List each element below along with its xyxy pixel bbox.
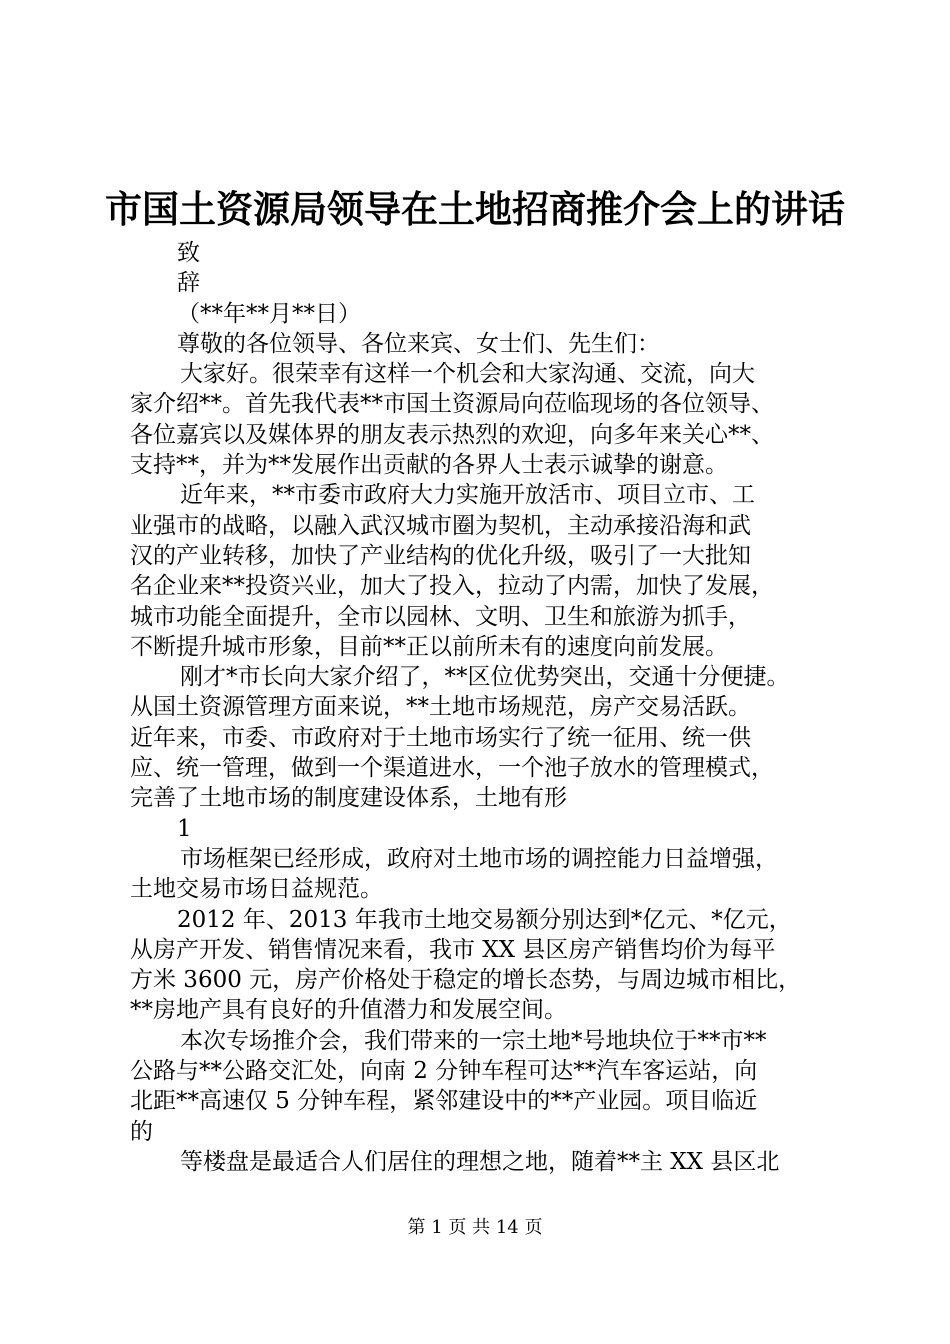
body-line: 名企业来**投资兴业，加大了投入，拉动了内需，加快了发展， — [130, 573, 774, 600]
body-line: 辞 — [177, 270, 200, 297]
body-line: 完善了土地市场的制度建设体系，土地有形 — [130, 785, 567, 812]
body-line: 支持**，并为**发展作出贡献的各界人士表示诚挚的谢意。 — [130, 452, 728, 479]
body-line: 北距**高速仅 5 分钟车程，紧邻建设中的**产业园。项目临近 — [130, 1088, 758, 1115]
body-line: 市场框架已经形成，政府对土地市场的调控能力日益增强， — [180, 845, 778, 872]
body-line: 家介绍**。首先我代表**市国土资源局向莅临现场的各位领导、 — [130, 391, 774, 418]
page-footer: 第 1 页 共 14 页 — [407, 1217, 543, 1238]
body-line: 等楼盘是最适合人们居住的理想之地，随着**主 XX 县区北 — [180, 1148, 780, 1175]
body-line: 大家好。很荣幸有这样一个机会和大家沟通、交流，向大 — [180, 361, 755, 388]
body-line: 刚才*市长向大家介绍了，**区位优势突出，交通十分便捷。 — [180, 664, 790, 691]
body-line: 业强市的战略，以融入武汉城市圈为契机，主动承接沿海和武 — [130, 512, 751, 539]
body-line: 2012 年、2013 年我市土地交易额分别达到*亿元、*亿元， — [177, 906, 792, 933]
body-line: 各位嘉宾以及媒体界的朋友表示热烈的欢迎，向多年来关心**、 — [130, 421, 774, 448]
body-line: 应、统一管理，做到一个渠道进水，一个池子放水的管理模式， — [130, 755, 774, 782]
document-title: 市国土资源局领导在土地招商推介会上的讲话 — [105, 188, 845, 231]
body-line: 从国土资源管理方面来说，**土地市场规范，房产交易活跃。 — [130, 694, 751, 721]
body-line: 近年来，**市委市政府大力实施开放活市、项目立市、工 — [180, 482, 755, 509]
body-line: 汉的产业转移，加快了产业结构的优化升级，吸引了一大批知 — [130, 542, 751, 569]
body-line: 从房产开发、销售情况来看，我市 XX 县区房产销售均价为每平 — [130, 936, 776, 963]
body-line: 公路与**公路交汇处，向南 2 分钟车程可达**汽车客运站，向 — [130, 1058, 758, 1085]
document-body — [130, 238, 830, 1177]
body-line: （**年**月**日） — [177, 300, 361, 327]
body-line: 本次专场推介会，我们带来的一宗土地*号地块位于**市** — [180, 1027, 767, 1054]
body-line: 致 — [177, 240, 200, 266]
body-line: 1 — [177, 815, 192, 842]
body-line: 方米 3600 元，房产价格处于稳定的增长态势，与周边城市相比， — [130, 967, 802, 994]
body-line: 不断提升城市形象，目前**正以前所未有的速度向前发展。 — [130, 633, 728, 660]
body-line: **房地产具有良好的升值潜力和发展空间。 — [130, 997, 567, 1024]
body-line: 尊敬的各位领导、各位来宾、女士们、先生们： — [177, 330, 660, 357]
body-line: 近年来，市委、市政府对于土地市场实行了统一征用、统一供 — [130, 724, 751, 751]
body-line: 的 — [130, 1118, 153, 1145]
body-line: 城市功能全面提升，全市以园林、文明、卫生和旅游为抓手， — [130, 603, 751, 630]
body-line: 土地交易市场日益规范。 — [130, 876, 383, 903]
